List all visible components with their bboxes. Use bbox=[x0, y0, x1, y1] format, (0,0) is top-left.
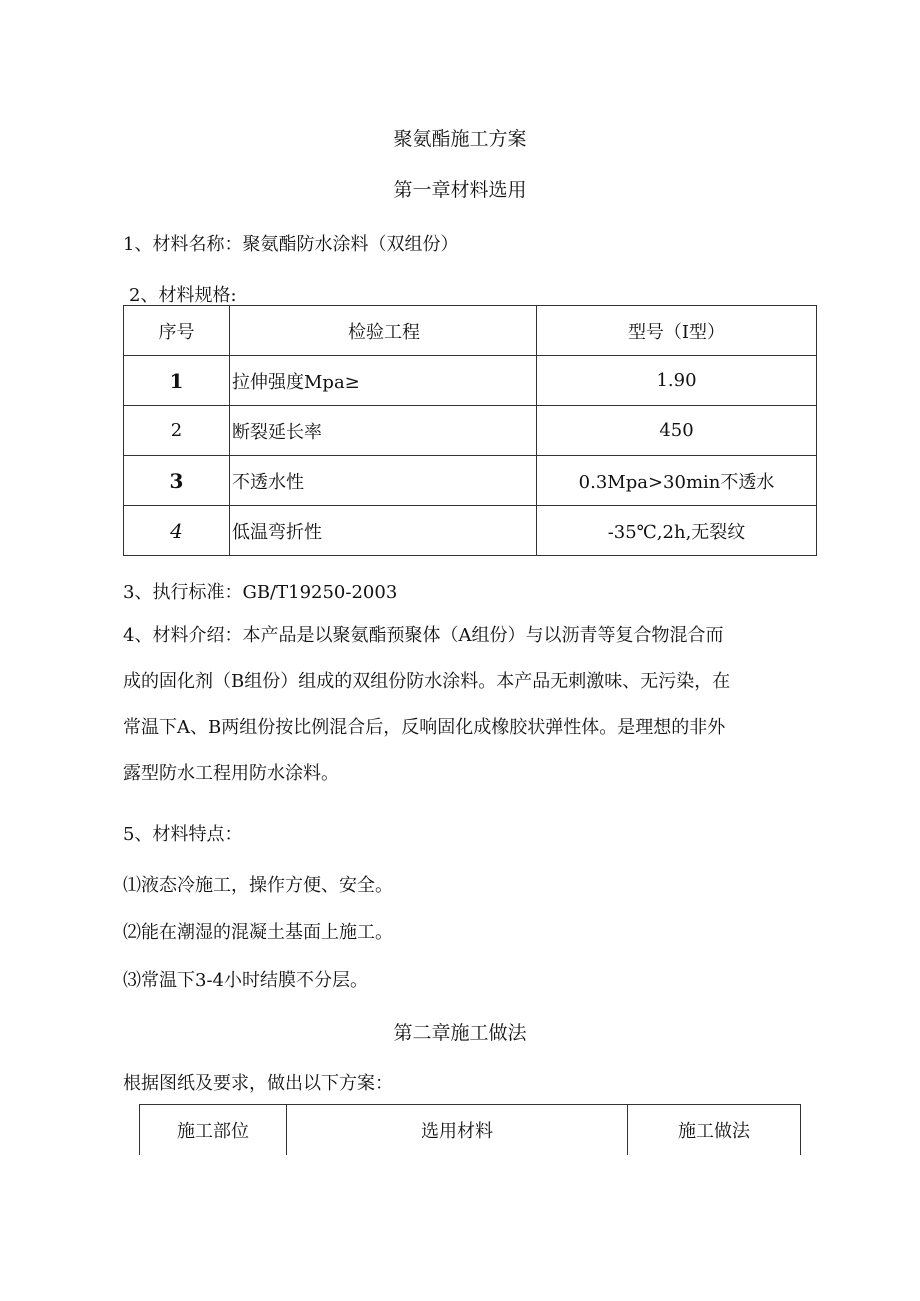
plan-header-material: 选用材料 bbox=[287, 1105, 628, 1156]
table-row bbox=[124, 356, 817, 406]
spec-header-model: 型号（I型） bbox=[537, 306, 817, 356]
feature-item: ⑶常温下3-4小时结膜不分层。 bbox=[123, 970, 368, 991]
material-spec-label: 2、材料规格: bbox=[129, 285, 237, 306]
spec-row-value: 450 bbox=[537, 406, 817, 456]
material-features-label: 5、材料特点： bbox=[123, 824, 243, 845]
table-row bbox=[124, 506, 817, 556]
spec-row-value: 1.90 bbox=[537, 356, 817, 406]
material-intro-line: 4、材料介绍：本产品是以聚氨酯预聚体（A组份）与以沥青等复合物混合而 bbox=[123, 625, 724, 646]
material-intro-line: 常温下A、B两组份按比例混合后，反响固化成橡胶状弹性体。是理想的非外 bbox=[123, 717, 726, 738]
material-intro bbox=[123, 613, 803, 797]
table-row bbox=[124, 406, 817, 456]
spec-row-value: -35℃,2h,无裂纹 bbox=[537, 506, 817, 556]
spec-row-index: 2 bbox=[124, 406, 230, 456]
spec-row-item: 拉伸强度Mpa≥ bbox=[230, 356, 537, 406]
plan-header-method: 施工做法 bbox=[628, 1105, 801, 1156]
plan-table-header-row bbox=[140, 1105, 801, 1156]
document-title: 聚氨酯施工方案 bbox=[393, 128, 527, 150]
plan-intro: 根据图纸及要求，做出以下方案： bbox=[123, 1073, 393, 1094]
material-intro-line: 成的固化剂（B组份）组成的双组份防水涂料。本产品无刺激味、无污染，在 bbox=[123, 671, 731, 692]
table-row bbox=[124, 456, 817, 506]
chapter-2-heading: 第二章施工做法 bbox=[393, 1022, 527, 1044]
plan-header-location: 施工部位 bbox=[140, 1105, 287, 1156]
chapter-1-heading: 第一章材料选用 bbox=[393, 179, 527, 201]
feature-item: ⑴液态冷施工，操作方便、安全。 bbox=[123, 875, 393, 896]
spec-row-item: 低温弯折性 bbox=[230, 506, 537, 556]
spec-table-header-row bbox=[124, 306, 817, 356]
spec-row-item: 断裂延长率 bbox=[230, 406, 537, 456]
spec-header-item: 检验工程 bbox=[230, 306, 537, 356]
plan-table bbox=[139, 1104, 801, 1155]
feature-item: ⑵能在潮湿的混凝土基面上施工。 bbox=[123, 922, 393, 943]
spec-row-index: 1 bbox=[124, 356, 230, 406]
execution-standard: 3、执行标准：GB/T19250-2003 bbox=[123, 582, 398, 603]
spec-row-item: 不透水性 bbox=[230, 456, 537, 506]
material-intro-line: 露型防水工程用防水涂料。 bbox=[123, 763, 339, 784]
spec-table bbox=[123, 305, 817, 556]
spec-row-index: 3 bbox=[124, 456, 230, 506]
spec-row-index: 4 bbox=[124, 506, 230, 556]
material-name: 1、材料名称：聚氨酯防水涂料（双组份） bbox=[123, 234, 459, 255]
spec-row-value: 0.3Mpa>30min不透水 bbox=[537, 456, 817, 506]
spec-header-index: 序号 bbox=[124, 306, 230, 356]
